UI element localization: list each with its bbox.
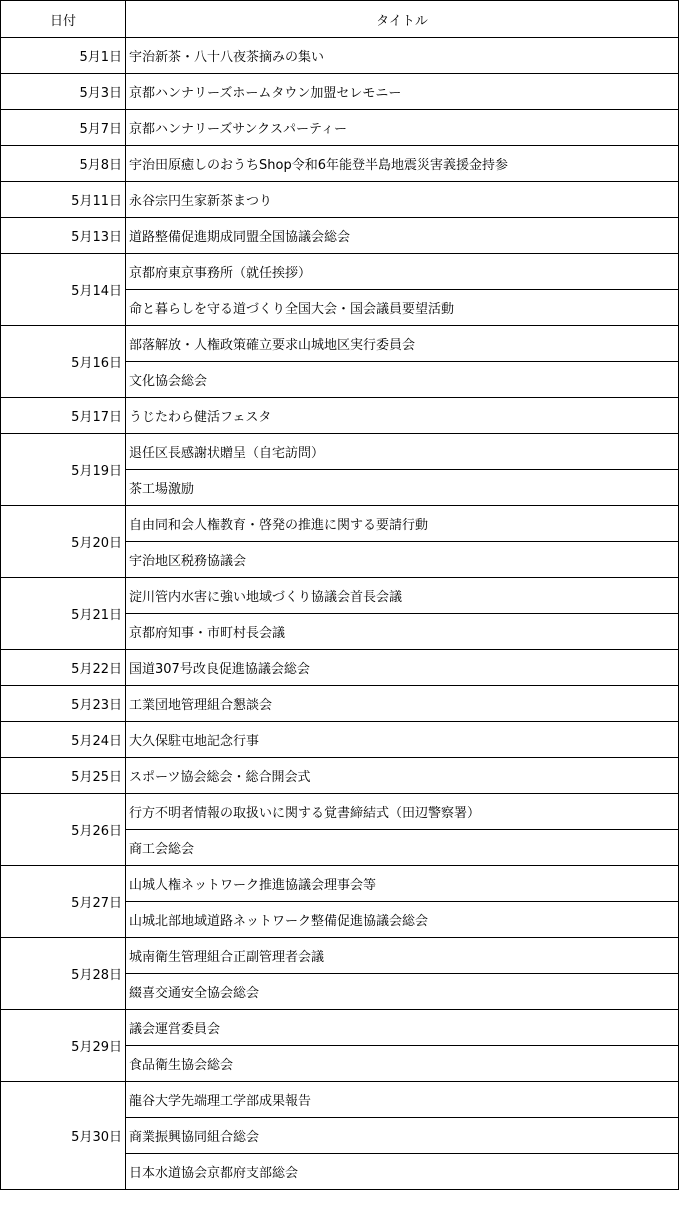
date-cell: 5月30日 [1,1082,126,1190]
date-cell: 5月25日 [1,758,126,794]
event-title-cell: 退任区長感謝状贈呈（自宅訪問） [126,434,679,470]
table-row [1,938,679,974]
table-row [1,74,679,110]
table-row [1,722,679,758]
event-title-cell: 淀川管内水害に強い地域づくり協議会首長会議 [126,578,679,614]
event-title-cell: 城南衛生管理組合正副管理者会議 [126,938,679,974]
date-cell: 5月7日 [1,110,126,146]
date-cell: 5月14日 [1,254,126,326]
event-title-cell: 京都府知事・市町村長会議 [126,614,679,650]
table-row [1,650,679,686]
event-title-cell: 山城北部地域道路ネットワーク整備促進協議会総会 [126,902,679,938]
header-row [1,1,679,38]
table-row [1,1082,679,1118]
date-cell: 5月11日 [1,182,126,218]
event-title-cell: 食品衛生協会総会 [126,1046,679,1082]
table-row [1,326,679,362]
event-title-cell: 宇治地区税務協議会 [126,542,679,578]
event-title-cell: 京都ハンナリーズサンクスパーティー [126,110,679,146]
date-cell: 5月29日 [1,1010,126,1082]
date-cell: 5月21日 [1,578,126,650]
event-title-cell: 自由同和会人権教育・啓発の推進に関する要請行動 [126,506,679,542]
date-cell: 5月26日 [1,794,126,866]
date-cell: 5月20日 [1,506,126,578]
date-cell: 5月8日 [1,146,126,182]
date-cell: 5月28日 [1,938,126,1010]
table-row [1,146,679,182]
event-title-cell: 宇治田原癒しのおうちShop令和6年能登半島地震災害義援金持参 [126,146,679,182]
event-title-cell: 部落解放・人権政策確立要求山城地区実行委員会 [126,326,679,362]
event-title-cell: 国道307号改良促進協議会総会 [126,650,679,686]
date-cell: 5月3日 [1,74,126,110]
event-title-cell: 綴喜交通安全協会総会 [126,974,679,1010]
date-cell: 5月13日 [1,218,126,254]
event-title-cell: 道路整備促進期成同盟全国協議会総会 [126,218,679,254]
date-cell: 5月17日 [1,398,126,434]
event-title-cell: 京都府東京事務所（就任挨拶） [126,254,679,290]
table-row [1,398,679,434]
event-title-cell: 宇治新茶・八十八夜茶摘みの集い [126,38,679,74]
table-row [1,794,679,830]
table-row [1,506,679,542]
date-cell: 5月23日 [1,686,126,722]
date-column-header: 日付 [1,1,126,38]
table-row [1,866,679,902]
event-title-cell: 商業振興協同組合総会 [126,1118,679,1154]
event-title-cell: 永谷宗円生家新茶まつり [126,182,679,218]
event-title-cell: 大久保駐屯地記念行事 [126,722,679,758]
date-cell: 5月19日 [1,434,126,506]
event-title-cell: 龍谷大学先端理工学部成果報告 [126,1082,679,1118]
event-title-cell: うじたわら健活フェスタ [126,398,679,434]
event-title-cell: 京都ハンナリーズホームタウン加盟セレモニー [126,74,679,110]
date-cell: 5月16日 [1,326,126,398]
event-title-cell: 行方不明者情報の取扱いに関する覚書締結式（田辺警察署） [126,794,679,830]
event-title-cell: 茶工場激励 [126,470,679,506]
table-row [1,686,679,722]
date-cell: 5月27日 [1,866,126,938]
event-title-cell: 山城人権ネットワーク推進協議会理事会等 [126,866,679,902]
date-cell: 5月22日 [1,650,126,686]
event-title-cell: 工業団地管理組合懇談会 [126,686,679,722]
title-column-header: タイトル [126,1,679,38]
date-cell: 5月24日 [1,722,126,758]
table-row [1,110,679,146]
table-row [1,182,679,218]
table-row [1,218,679,254]
event-title-cell: 日本水道協会京都府支部総会 [126,1154,679,1190]
event-title-cell: 文化協会総会 [126,362,679,398]
event-title-cell: 商工会総会 [126,830,679,866]
event-title-cell: スポーツ協会総会・総合開会式 [126,758,679,794]
event-title-cell: 議会運営委員会 [126,1010,679,1046]
schedule-body [1,38,679,1190]
table-row [1,758,679,794]
table-row [1,578,679,614]
date-cell: 5月1日 [1,38,126,74]
event-title-cell: 命と暮らしを守る道づくり全国大会・国会議員要望活動 [126,290,679,326]
table-row [1,38,679,74]
table-row [1,1010,679,1046]
table-row [1,254,679,290]
table-row [1,434,679,470]
